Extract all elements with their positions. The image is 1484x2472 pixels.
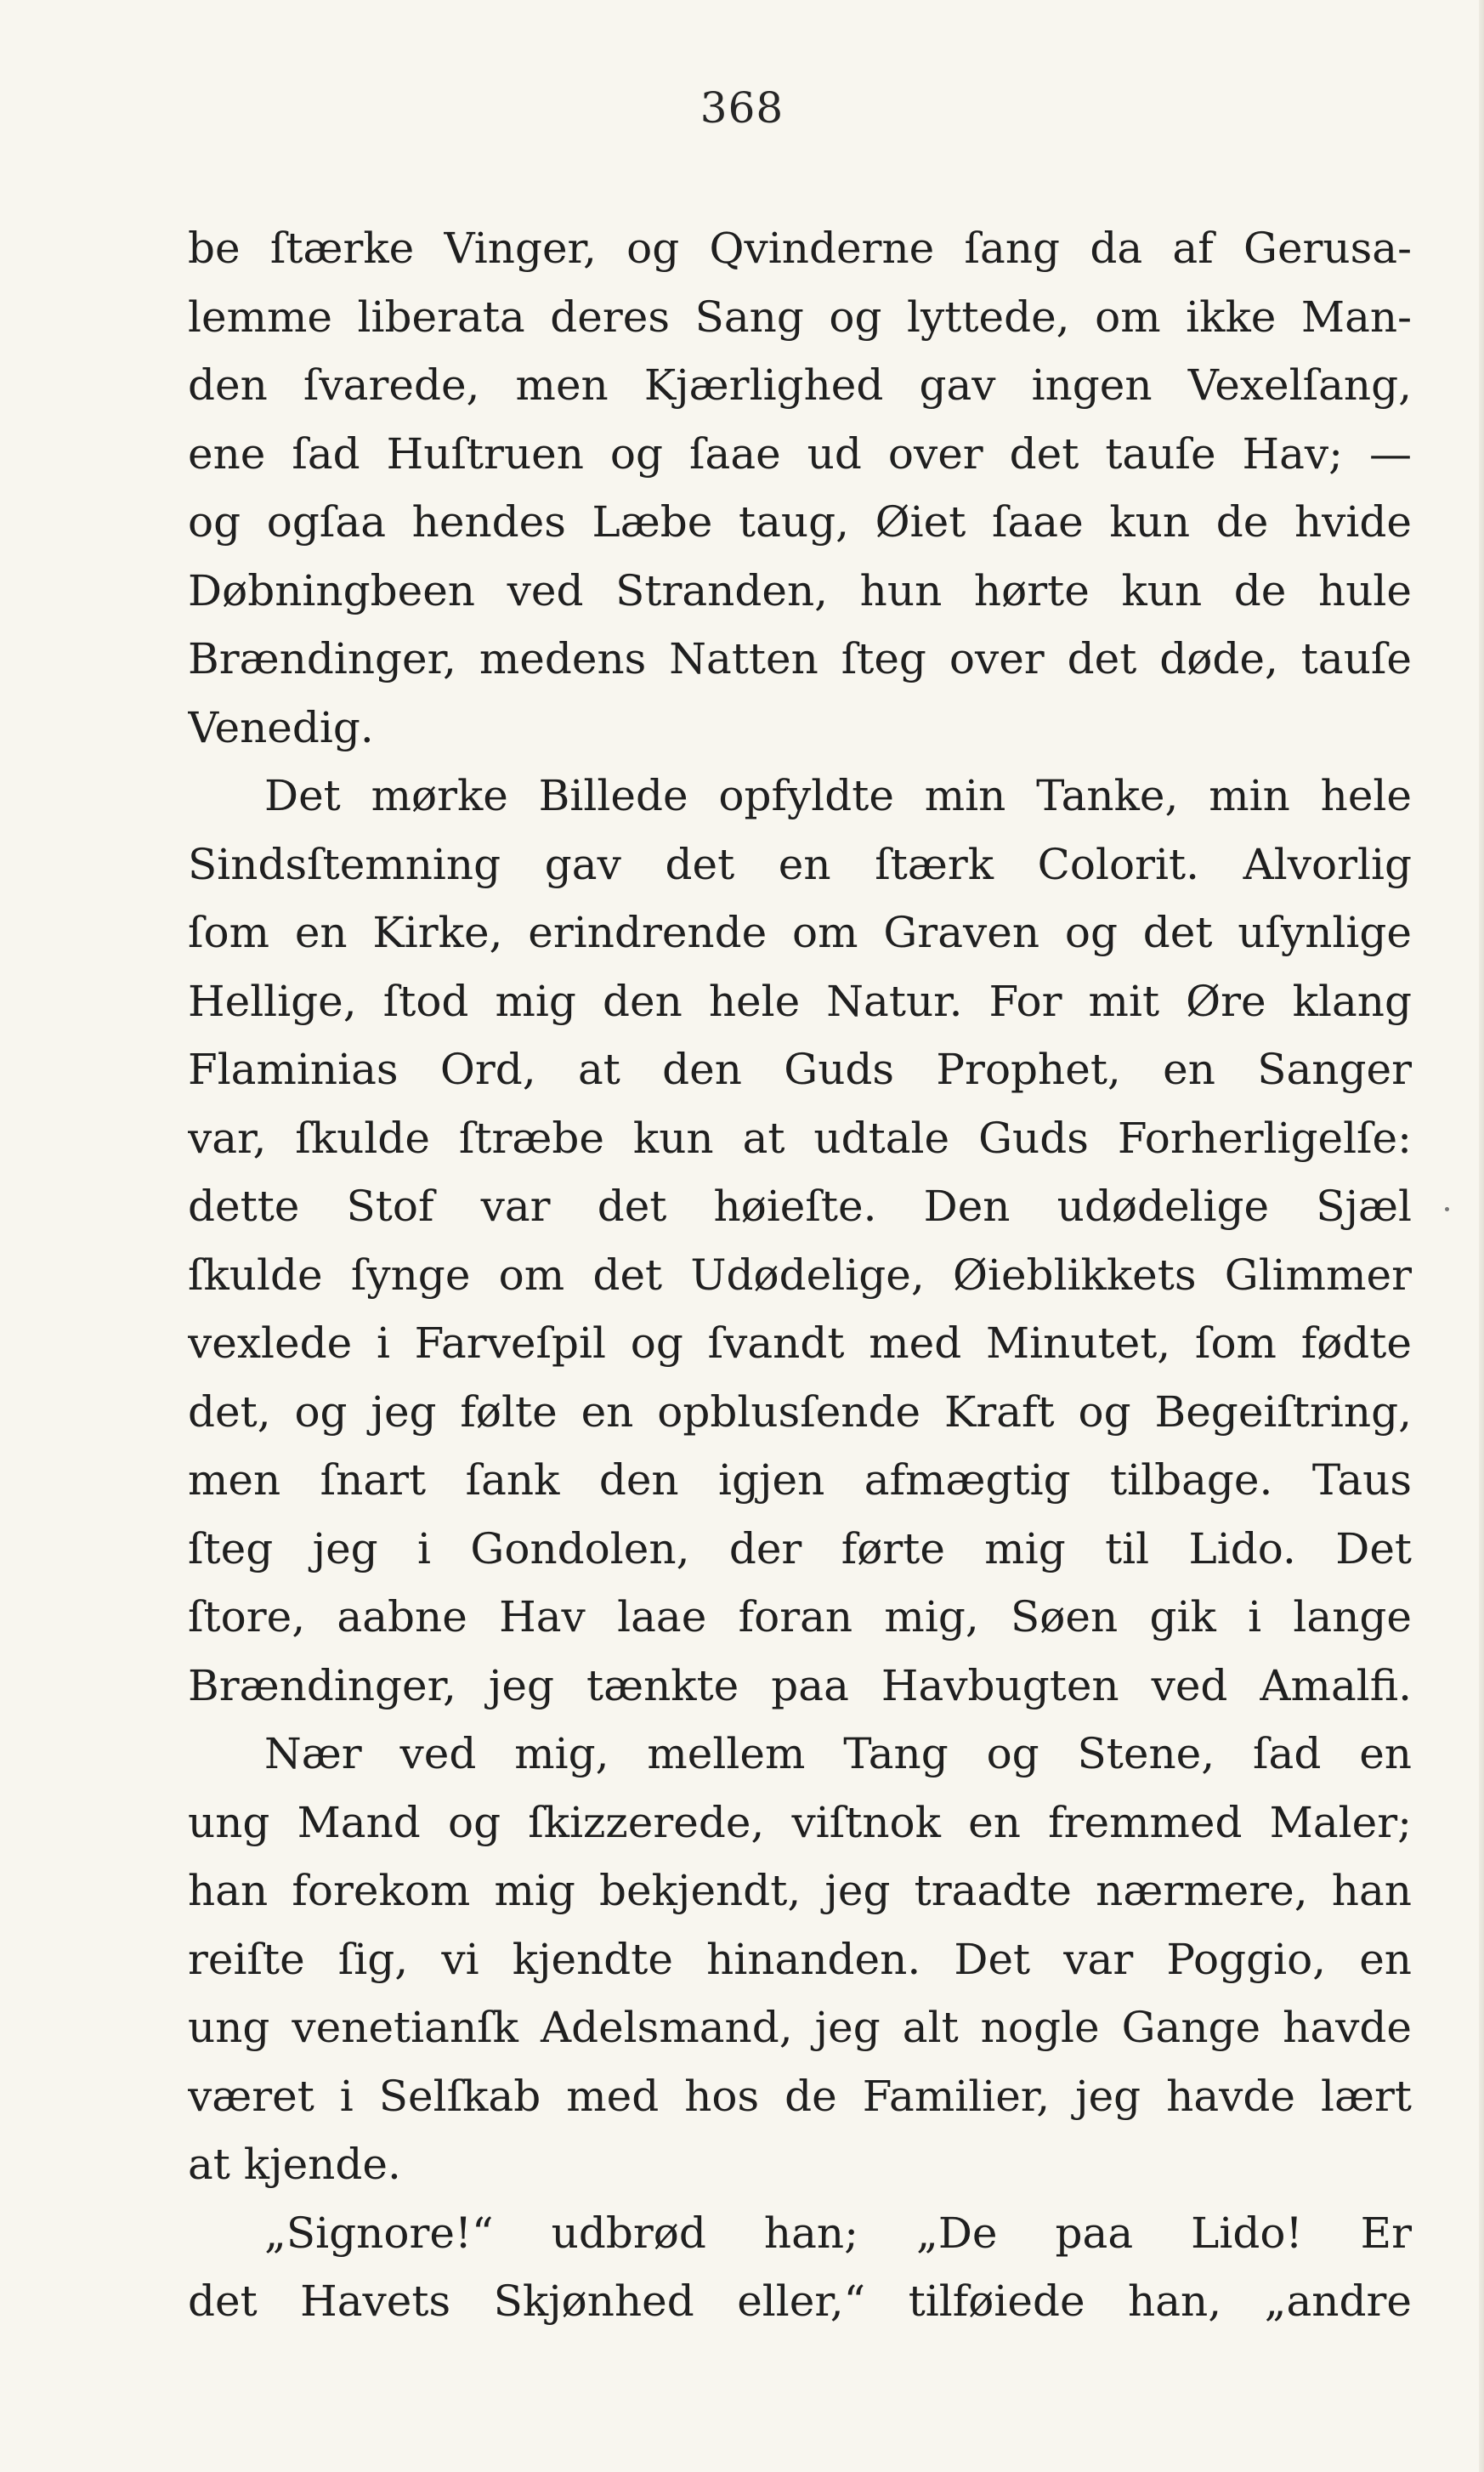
text-line: „Signore!“ udbrød han; „De paa Lido! Er [264,2208,1412,2258]
text-line: det Havets Skjønhed eller,“ tilføiede han, „andre [188,2276,1412,2326]
text-line: at kjende. [188,2140,401,2189]
text-line: Venedig. [188,702,374,752]
text-line: den ſvarede, men Kjærlighed gav ingen Vexelſang, [188,360,1412,410]
text-line: ſteg jeg i Gondolen, der førte mig til Lido. Det [188,1523,1412,1573]
text-line: ſkulde ſynge om det Udødelige, Øieblikkets Glimmer [188,1250,1412,1300]
text-line: ſom en Kirke, erindrende om Graven og det uſynlige [188,908,1412,957]
text-line: dette Stof var det høieſte. Den udødelige Sjæl [188,1182,1412,1231]
text-line: Nær ved mig, mellem Tang og Stene, ſad en [264,1729,1412,1778]
text-line: ung Mand og ſkizzerede, viſtnok en fremmed Maler; [188,1797,1412,1847]
text-line: Døbningbeen ved Stranden, hun hørte kun de hule [188,565,1412,615]
text-line: Sindsſtemning gav det en ſtærk Colorit. Alvorlig [188,839,1412,889]
text-line: Brændinger, jeg tænkte paa Havbugten ved Amalfi. [188,1660,1412,1710]
text-line: ung venetianſk Adelsmand, jeg alt nogle Gange havde [188,2003,1412,2052]
text-line: været i Selſkab med hos de Familier, jeg havde lært [188,2071,1412,2121]
page-edge [1479,0,1484,2472]
body-text [188,214,1412,2336]
text-line: ene ſad Huſtruen og ſaae ud over det tauſe Hav; — [188,428,1412,479]
text-line: Flaminias Ord, at den Guds Prophet, en Sanger [188,1045,1412,1094]
text-line: var, ſkulde ſtræbe kun at udtale Guds Forherligelſe: [188,1113,1412,1163]
text-line: Det mørke Billede opfyldte min Tanke, min hele [264,771,1412,820]
text-line: det, og jeg følte en opblusſende Kraft og Begeiſtring, [188,1386,1412,1437]
text-line: Hellige, ſtod mig den hele Natur. For mit Øre klang [188,976,1412,1026]
text-line: ſtore, aabne Hav laae foran mig, Søen gik i lange [188,1592,1412,1641]
text-line: men ſnart ſank den igjen afmægtig tilbage. Taus [188,1455,1412,1505]
text-line: reiſte ſig, vi kjendte hinanden. Det var Poggio, en [188,1934,1412,1984]
text-line: han forekom mig bekjendt, jeg traadte nærmere, han [188,1866,1412,1915]
text-line: lemme liberata deres Sang og lyttede, om ikke Man- [188,292,1412,342]
text-line: vexlede i Farveſpil og ſvandt med Minutet, ſom fødte [188,1318,1412,1368]
print-speck [1445,1207,1449,1211]
text-line: Brændinger, medens Natten ſteg over det døde, tauſe [188,634,1412,683]
page-number: 368 [700,83,784,133]
text-line: og ogſaa hendes Læbe taug, Øiet ſaae kun de hvide [188,497,1412,547]
text-line: be ſtærke Vinger, og Qvinderne ſang da af Gerusa- [188,224,1412,273]
